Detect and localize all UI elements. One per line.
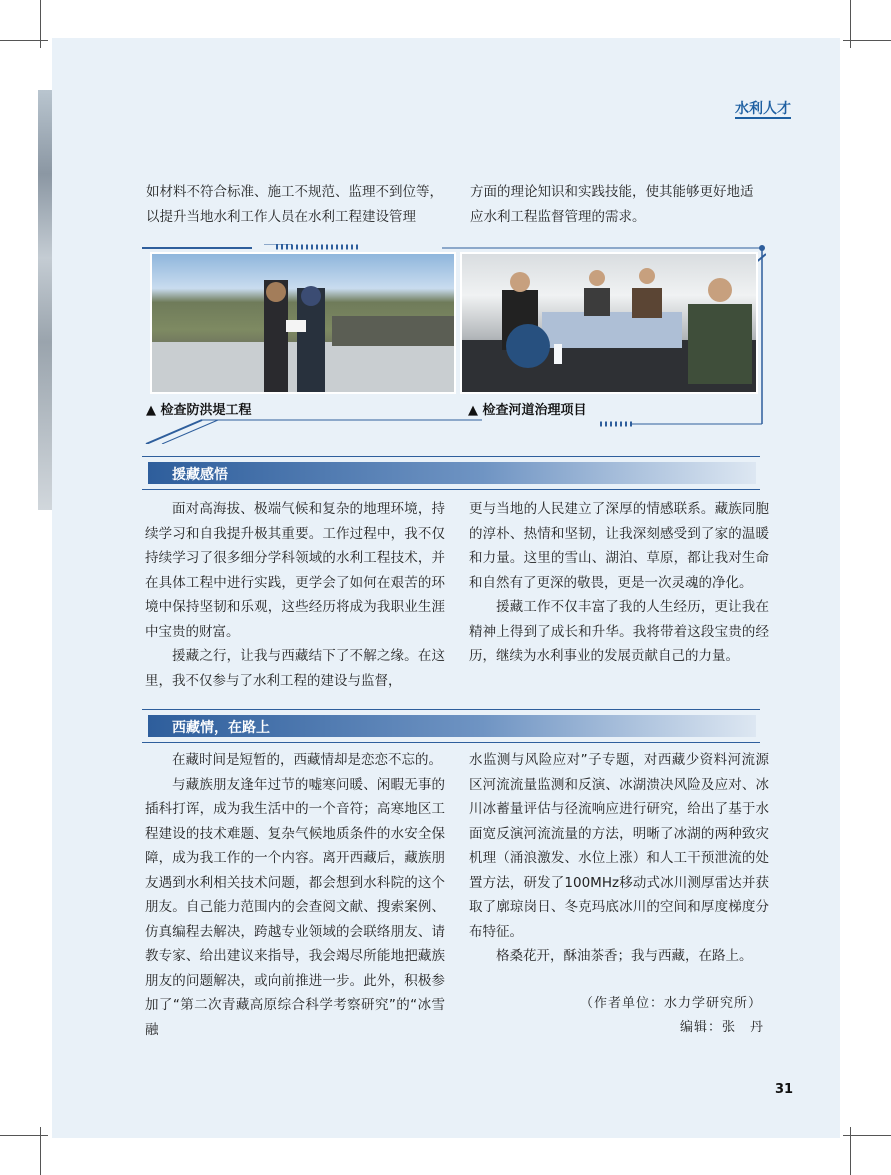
paragraph: 与藏族朋友逢年过节的嘘寒问暖、闲暇无事的插科打诨，成为我生活中的一个音符；高寒地区工程建设的技术难题、复杂气候地质条件的水安全保障，成为我工作的一个内容。离开西藏后，藏族朋友遇到水利相关技术问题，都会想到水科院的这个朋友。自己能力范围内的会查阅文献、搜索案例、仿真编程去解决，跨越专业领域的会联络朋友、请教专家、给出建议来指导，我会竭尽所能地把藏族朋友的问题解决，或向前推进一步。此外，积极参加了“第二次青藏高原综合科学考察研究”的“冰雪融 — [145, 776, 445, 1038]
banner-rule — [142, 742, 760, 743]
photo-flood-embankment — [150, 252, 456, 394]
photo-river-project-art — [462, 254, 756, 392]
paragraph: 在藏时间是短暂的，西藏情却是恋恋不忘的。 — [172, 752, 442, 768]
section-tag-underline — [735, 117, 791, 119]
paragraph: 更与当地的人民建立了深厚的情感联系。藏族同胞的淳朴、热情和坚韧，让我深刻感受到了家的温暖和力量。这里的雪山、湖泊、草原，都让我对生命和自然有了更深的敬畏，更是一次灵魂的净化。 — [469, 501, 769, 591]
photo-river-project — [460, 252, 758, 394]
author-affiliation: （作者单位：水力学研究所） — [580, 996, 763, 1011]
crop-mark — [843, 40, 891, 41]
banner-rule — [142, 709, 760, 710]
text-line: 应水利工程监督管理的需求。 — [470, 208, 646, 225]
photo-flood-embankment-art — [152, 254, 454, 392]
page-number: 31 — [775, 1082, 794, 1097]
section1-left-column — [145, 497, 445, 693]
section1-right-column — [469, 497, 769, 669]
section-title-2: 西藏情，在路上 — [172, 720, 270, 736]
intro-right-column — [470, 180, 770, 229]
intro-left-column — [146, 180, 446, 229]
paragraph: 水监测与风险应对”子专题，对西藏少资料河流源区河流流量监测和反演、冰湖溃决风险及应对、冰川冰蓄量评估与径流响应进行研究，给出了基于水面宽反演河流流量的方法，明晰了冰湖的两种致灾机理（涌浪激发、水位上涨）和人工干预泄流的处置方法，研发了100MHz移动式冰川测厚雷达并获取了廓琼岗日、冬克玛底冰川的空间和厚度梯度分布特征。 — [469, 752, 769, 940]
section2-right-column — [469, 748, 769, 969]
paragraph: 援藏工作不仅丰富了我的人生经历，更让我在精神上得到了成长和升华。我将带着这段宝贵的经历，继续为水利事业的发展贡献自己的力量。 — [469, 599, 769, 664]
paragraph: 面对高海拔、极端气候和复杂的地理环境，持续学习和自我提升极其重要。工作过程中，我不仅持续学习了很多细分学科领域的水利工程技术，并在具体工程中进行实践，更学会了如何在艰苦的环境中保持坚韧和乐观，这些经历将成为我职业生涯中宝贵的财富。 — [145, 501, 445, 640]
text-line: 如材料不符合标准、施工不规范、监理不到位等， — [146, 184, 443, 200]
paragraph: 格桑花开，酥油茶香；我与西藏，在路上。 — [496, 948, 753, 964]
photo-caption-1: ▲ 检查防洪堤工程 — [146, 403, 252, 418]
banner-rule — [142, 456, 760, 457]
section-tag: 水利人才 — [735, 101, 791, 117]
section2-left-column — [145, 748, 445, 1042]
text-line: 方面的理论知识和实践技能，使其能够更好地适 — [470, 184, 754, 200]
crop-mark — [843, 1135, 891, 1136]
crop-mark — [0, 40, 48, 41]
banner-rule — [142, 489, 760, 490]
paragraph: 援藏之行，让我与西藏结下了不解之缘。在这里，我不仅参与了水利工程的建设与监督， — [145, 648, 445, 689]
photo-caption-2: ▲ 检查河道治理项目 — [468, 403, 587, 418]
editor-credit: 编辑：张 丹 — [680, 1020, 765, 1035]
crop-mark — [0, 1135, 48, 1136]
text-line: 以提升当地水利工作人员在水利工程建设管理 — [146, 208, 416, 225]
section-title-1: 援藏感悟 — [172, 467, 228, 483]
section-banner-1 — [148, 462, 756, 484]
background-photo-strip — [38, 90, 52, 510]
